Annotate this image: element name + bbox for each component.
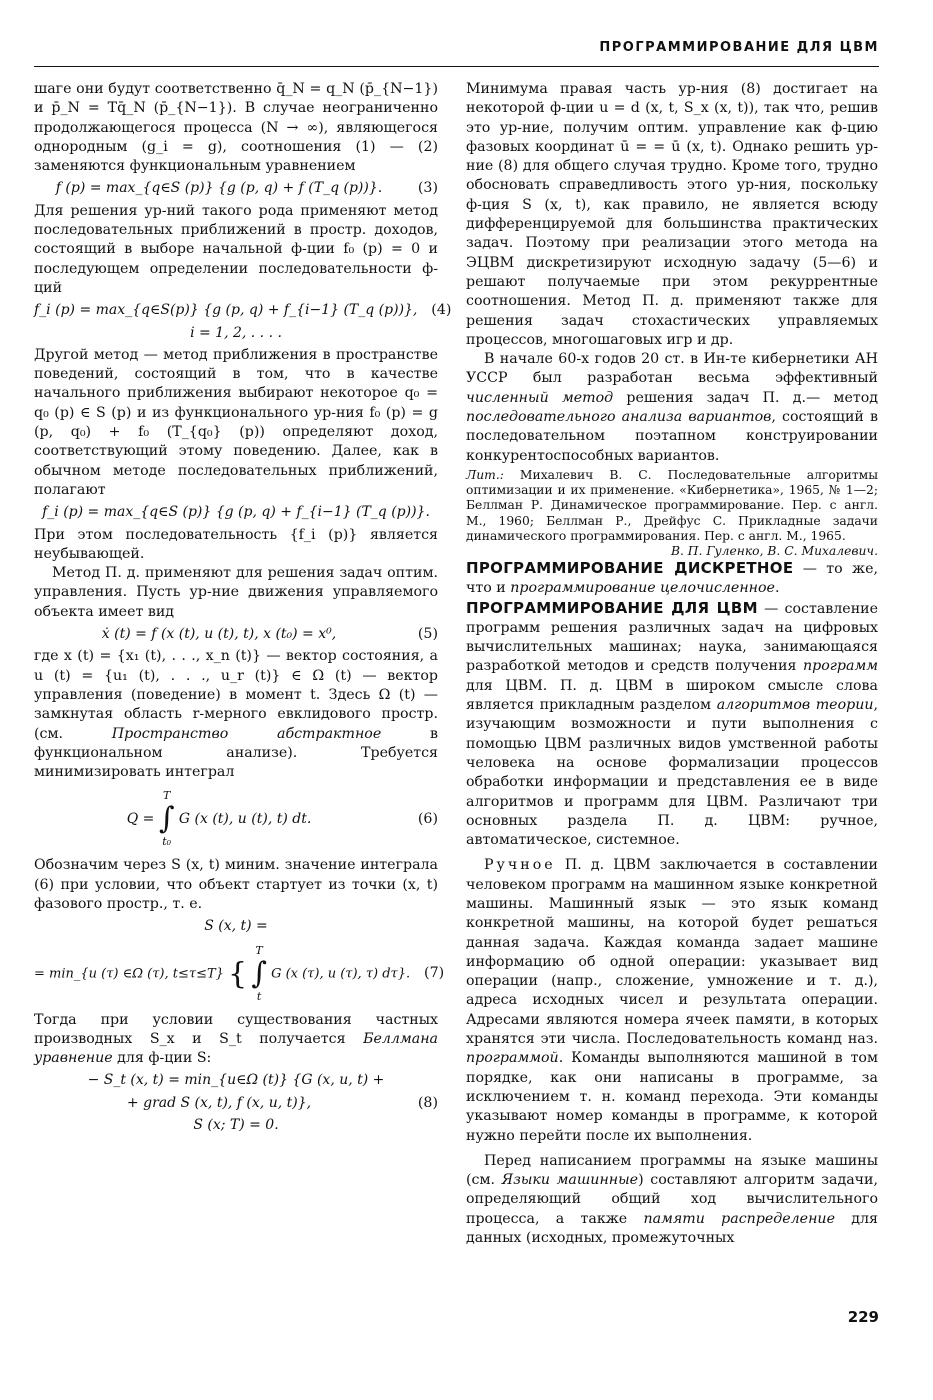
text-run: Тогда при условии существования частных производных S_x и S_t получается bbox=[34, 1011, 438, 1047]
integral-sign bbox=[159, 790, 175, 848]
bibliography-label: Лит.: bbox=[466, 467, 504, 482]
cross-reference[interactable]: памяти распределение bbox=[643, 1210, 835, 1227]
equation-number: (6) bbox=[417, 810, 438, 827]
cross-reference[interactable]: алгоритмов теории bbox=[716, 697, 874, 714]
cross-reference[interactable]: Пространство абстрактное bbox=[111, 725, 382, 742]
integral-glyph: ∫ bbox=[158, 801, 175, 837]
cross-reference[interactable]: Беллмана уравнение bbox=[34, 1030, 438, 1067]
equation-7 bbox=[34, 943, 445, 1003]
paragraph bbox=[34, 647, 438, 782]
spaced-lead-word: Ручное bbox=[484, 857, 556, 874]
header-rule bbox=[34, 66, 879, 67]
equation-6 bbox=[34, 790, 438, 848]
integral-glyph: ∫ bbox=[251, 955, 267, 991]
equation-7-line1 bbox=[34, 917, 438, 936]
integral-upper-limit: T bbox=[255, 943, 263, 957]
equation-number: (4) bbox=[431, 302, 452, 319]
text-run: — то же, что и bbox=[466, 560, 878, 597]
equation-5 bbox=[34, 625, 438, 644]
equation-body: f_i (p) = max_{q∈S(p)} {g (p, q) + f_{i−1} (T_q (p))}, bbox=[34, 302, 418, 319]
text-run: решения задач П. д.— метод bbox=[613, 389, 878, 406]
equation-8-line1 bbox=[34, 1071, 438, 1090]
equation-number: (5) bbox=[417, 626, 438, 643]
text-run: В начале 60-х годов 20 ст. в Ин-те кибернетики АН УССР был разработан весьма эффективный bbox=[466, 351, 878, 387]
entry-computers bbox=[466, 599, 878, 851]
paragraph: шаге они будут соответственно q̄_N = q_N (p̄_{N−1}) и p̄_N = Tq̄_N (p̄_{N−1}). В случае неограниченно продолжающегося процесса (N → ∞), являющегося однородным (g_i = g), соотношения (1) — (2) заменяются функциональным уравнением bbox=[34, 81, 438, 175]
equation-body: S (x; T) = 0. bbox=[193, 1117, 279, 1134]
cross-reference[interactable]: программ bbox=[803, 658, 878, 675]
cross-reference[interactable]: Языки машинные bbox=[501, 1172, 639, 1189]
entry-discrete bbox=[466, 559, 878, 599]
equation-number: (8) bbox=[417, 1094, 438, 1111]
equation-body: f (p) = max_{q∈S (p)} {g (p, q) + f (T_q (p))}. bbox=[55, 180, 383, 197]
equation-number: (3) bbox=[417, 180, 438, 197]
page-number: 229 bbox=[847, 1308, 879, 1326]
cross-reference[interactable]: численный метод bbox=[466, 389, 614, 406]
text-run: ) составляют алгоритм задачи, определяющий общий ход вычислительного процесса, а также bbox=[466, 1172, 879, 1227]
left-column bbox=[34, 80, 452, 1340]
entry-term: ПРОГРАММИРОВАНИЕ ДИСКРЕТНОЕ bbox=[466, 558, 794, 577]
cross-reference[interactable]: программой bbox=[466, 1050, 559, 1067]
text-run: для ЦВМ. П. д. ЦВМ в широком смысле слова является прикладным разделом bbox=[466, 677, 878, 714]
bibliography-text: Михалевич В. С. Последовательные алгоритмы оптимизации и их применение. «Кибернетика», 1965, № 1—2; Беллман Р. Динамическое программирование. Пер. с англ. М., 1960; Беллман Р., Дрейфус С. Прикладные задачи динамического программирования. Пер. с англ. М., 1965. bbox=[466, 467, 878, 543]
equation-8-line3 bbox=[34, 1116, 438, 1135]
equation-body: ẋ (t) = f (x (t), u (t), t), x (t₀) = x⁰, bbox=[101, 626, 337, 643]
equation-4 bbox=[34, 301, 452, 320]
integral-lower-limit: t bbox=[256, 989, 262, 1003]
text-run: . bbox=[774, 580, 780, 597]
text-run: , состоящий в последовательном поэтапном конструировании конкурентоспособных вариантов. bbox=[466, 409, 878, 464]
integral-sign bbox=[251, 945, 267, 1003]
equation-body: − S_t (x, t) = min_{u∈Ω (t)} {G (x, u, t) + bbox=[87, 1072, 385, 1089]
paragraph bbox=[466, 1152, 878, 1248]
cross-reference[interactable]: последовательного анализа вариантов bbox=[466, 409, 772, 426]
text-run: Перед написанием программы на языке машины (см. bbox=[466, 1152, 878, 1189]
paragraph bbox=[34, 1011, 438, 1069]
equation-body: S (x, t) = bbox=[204, 918, 268, 935]
equation-body: i = 1, 2, . . . . bbox=[190, 324, 282, 341]
equation-8 bbox=[34, 1094, 438, 1113]
entry-term: ПРОГРАММИРОВАНИЕ ДЛЯ ЦВМ bbox=[466, 598, 758, 617]
paragraph: Метод П. д. применяют для решения задач оптим. управления. Пусть ур-ние движения управляемого объекта имеет вид bbox=[34, 565, 438, 620]
text-run: П. д. ЦВМ заключается в составлении человеком программ на машинном языке конкретной машины. Машинный язык — это язык команд конкретной машины, на которой будет решаться данная задача. Каждая команда задает машине информацию об одной операции: указывает вид операции (напр., сложение, умножение и т. д.), адреса исходных чисел и результата операции. Адресами являются номера ячеек памяти, в которых хранятся эти числа. Последовательность команд наз. bbox=[466, 857, 878, 1048]
paragraph: Обозначим через S (x, t) миним. значение интеграла (6) при условии, что объект стартует из точки (x, t) фазового простр., т. е. bbox=[34, 857, 438, 912]
equation-rhs: G (x (τ), u (τ), τ) dτ}. bbox=[271, 966, 411, 982]
text-run: , изучающим возможности и пути выполнения с помощью ЦВМ различных видов умственной работы человека на основе формализации процессов обработки информации и представления ее в виде алгоритмов и программ для ЦВМ. Различают три основных раздела П. д. ЦВМ: ручное, автоматическое, системное. bbox=[466, 697, 878, 849]
equation-3 bbox=[34, 179, 438, 198]
text-run: . Команды выполняются машиной в том порядке, как они написаны в программе, за исключением т. н. команд перехода. Эти команды указывают номер команды в программе, к которой нужно перейти после их выполнения. bbox=[466, 1050, 878, 1144]
brace-open: { bbox=[228, 955, 248, 991]
paragraph bbox=[466, 350, 878, 466]
text-run: — составление программ решения различных задач на цифровых вычислительных машинах; наука, занимающаяся разработкой методов и средств получения bbox=[466, 600, 879, 675]
cross-reference[interactable]: программирование целочисленное bbox=[510, 580, 775, 597]
equation-number: (7) bbox=[424, 964, 445, 981]
paragraph bbox=[466, 856, 878, 1145]
bibliography bbox=[466, 468, 878, 544]
paragraph: При этом последовательность {f_i (p)} является неубывающей. bbox=[34, 526, 438, 562]
integral-upper-limit: T bbox=[162, 789, 171, 803]
equation-unnumbered bbox=[34, 503, 438, 522]
article-authors: В. П. Гуленко, В. С. Михалевич. bbox=[670, 543, 878, 558]
paragraph: Минимума правая часть ур-ния (8) достигает на некоторой ф-ции u = d (x, t, S_x (x, t)), так что, решив это ур-ние, получим оптим. управление как ф-цию фазовых координат ū = = ū (x, t). Однако решить ур-ние (8) для общего случая трудно. Кроме того, трудно обосновать справедливость этого ур-ния, поскольку ф-ция S (x, t), как правило, не является всюду дифференцируемой для большинства практических задач. Поэтому при реализации этого метода на ЭЦВМ дискретизируют исходную задачу (5—6) и решают получаемые при этом рекуррентные соотношения. Метод П. д. применяют также для решения задач стохастических управляемых процессов, многошаговых игр и др. bbox=[466, 81, 878, 348]
equation-min: = min_{u (τ) ∈Ω (τ), t≤τ≤T} bbox=[34, 966, 224, 982]
equation-4-index bbox=[34, 324, 438, 343]
paragraph: Для решения ур-ний такого рода применяют метод последовательных приближений в простр. доходов, состоящий в выборе начальной ф-ции f₀ (p) = 0 и последующем определении последовательности ф-ций bbox=[34, 202, 438, 296]
text-run: для ф-ции S: bbox=[112, 1050, 212, 1067]
paragraph: Другой метод — метод приближения в пространстве поведений, состоящий в том, что в качестве начального приближения выбирают некоторое q₀ = q₀ (p) ∈ S (p) и из функционального ур-ния f₀ (p) = g (p, q₀) + f₀ (T_{q₀} (p)) определяют доход, соответствующий этому поведению. Далее, как в обычном методе последовательных приближений, полагают bbox=[34, 346, 438, 498]
running-header: ПРОГРАММИРОВАНИЕ ДЛЯ ЦВМ bbox=[599, 40, 879, 55]
equation-rhs: G (x (t), u (t), t) dt. bbox=[178, 811, 312, 828]
equation-lhs: Q = bbox=[126, 811, 155, 828]
equation-body bbox=[34, 945, 410, 1003]
text-run: для данных (исходных, промежуточных bbox=[466, 1210, 878, 1247]
right-column bbox=[466, 80, 878, 1340]
text-run: в функциональном анализе). Требуется минимизировать интеграл bbox=[34, 725, 438, 781]
text-run: где x (t) = {x₁ (t), . . ., x_n (t)} — вектор состояния, а u (t) = {u₁ (t), . . ., u_r (t)} ∈ Ω (t) — вектор управления (поведение) в момент t. Здесь Ω (t) — замкнутая область r-мерного евклидового простр. (см. bbox=[34, 648, 438, 742]
integral-lower-limit: t₀ bbox=[162, 835, 172, 849]
equation-body bbox=[34, 790, 404, 848]
equation-body: f_i (p) = max_{q∈S (p)} {g (p, q) + f_{i−1} (T_q (p))}. bbox=[42, 504, 430, 521]
equation-body: + grad S (x, t), f (x, u, t)}, bbox=[126, 1094, 312, 1111]
